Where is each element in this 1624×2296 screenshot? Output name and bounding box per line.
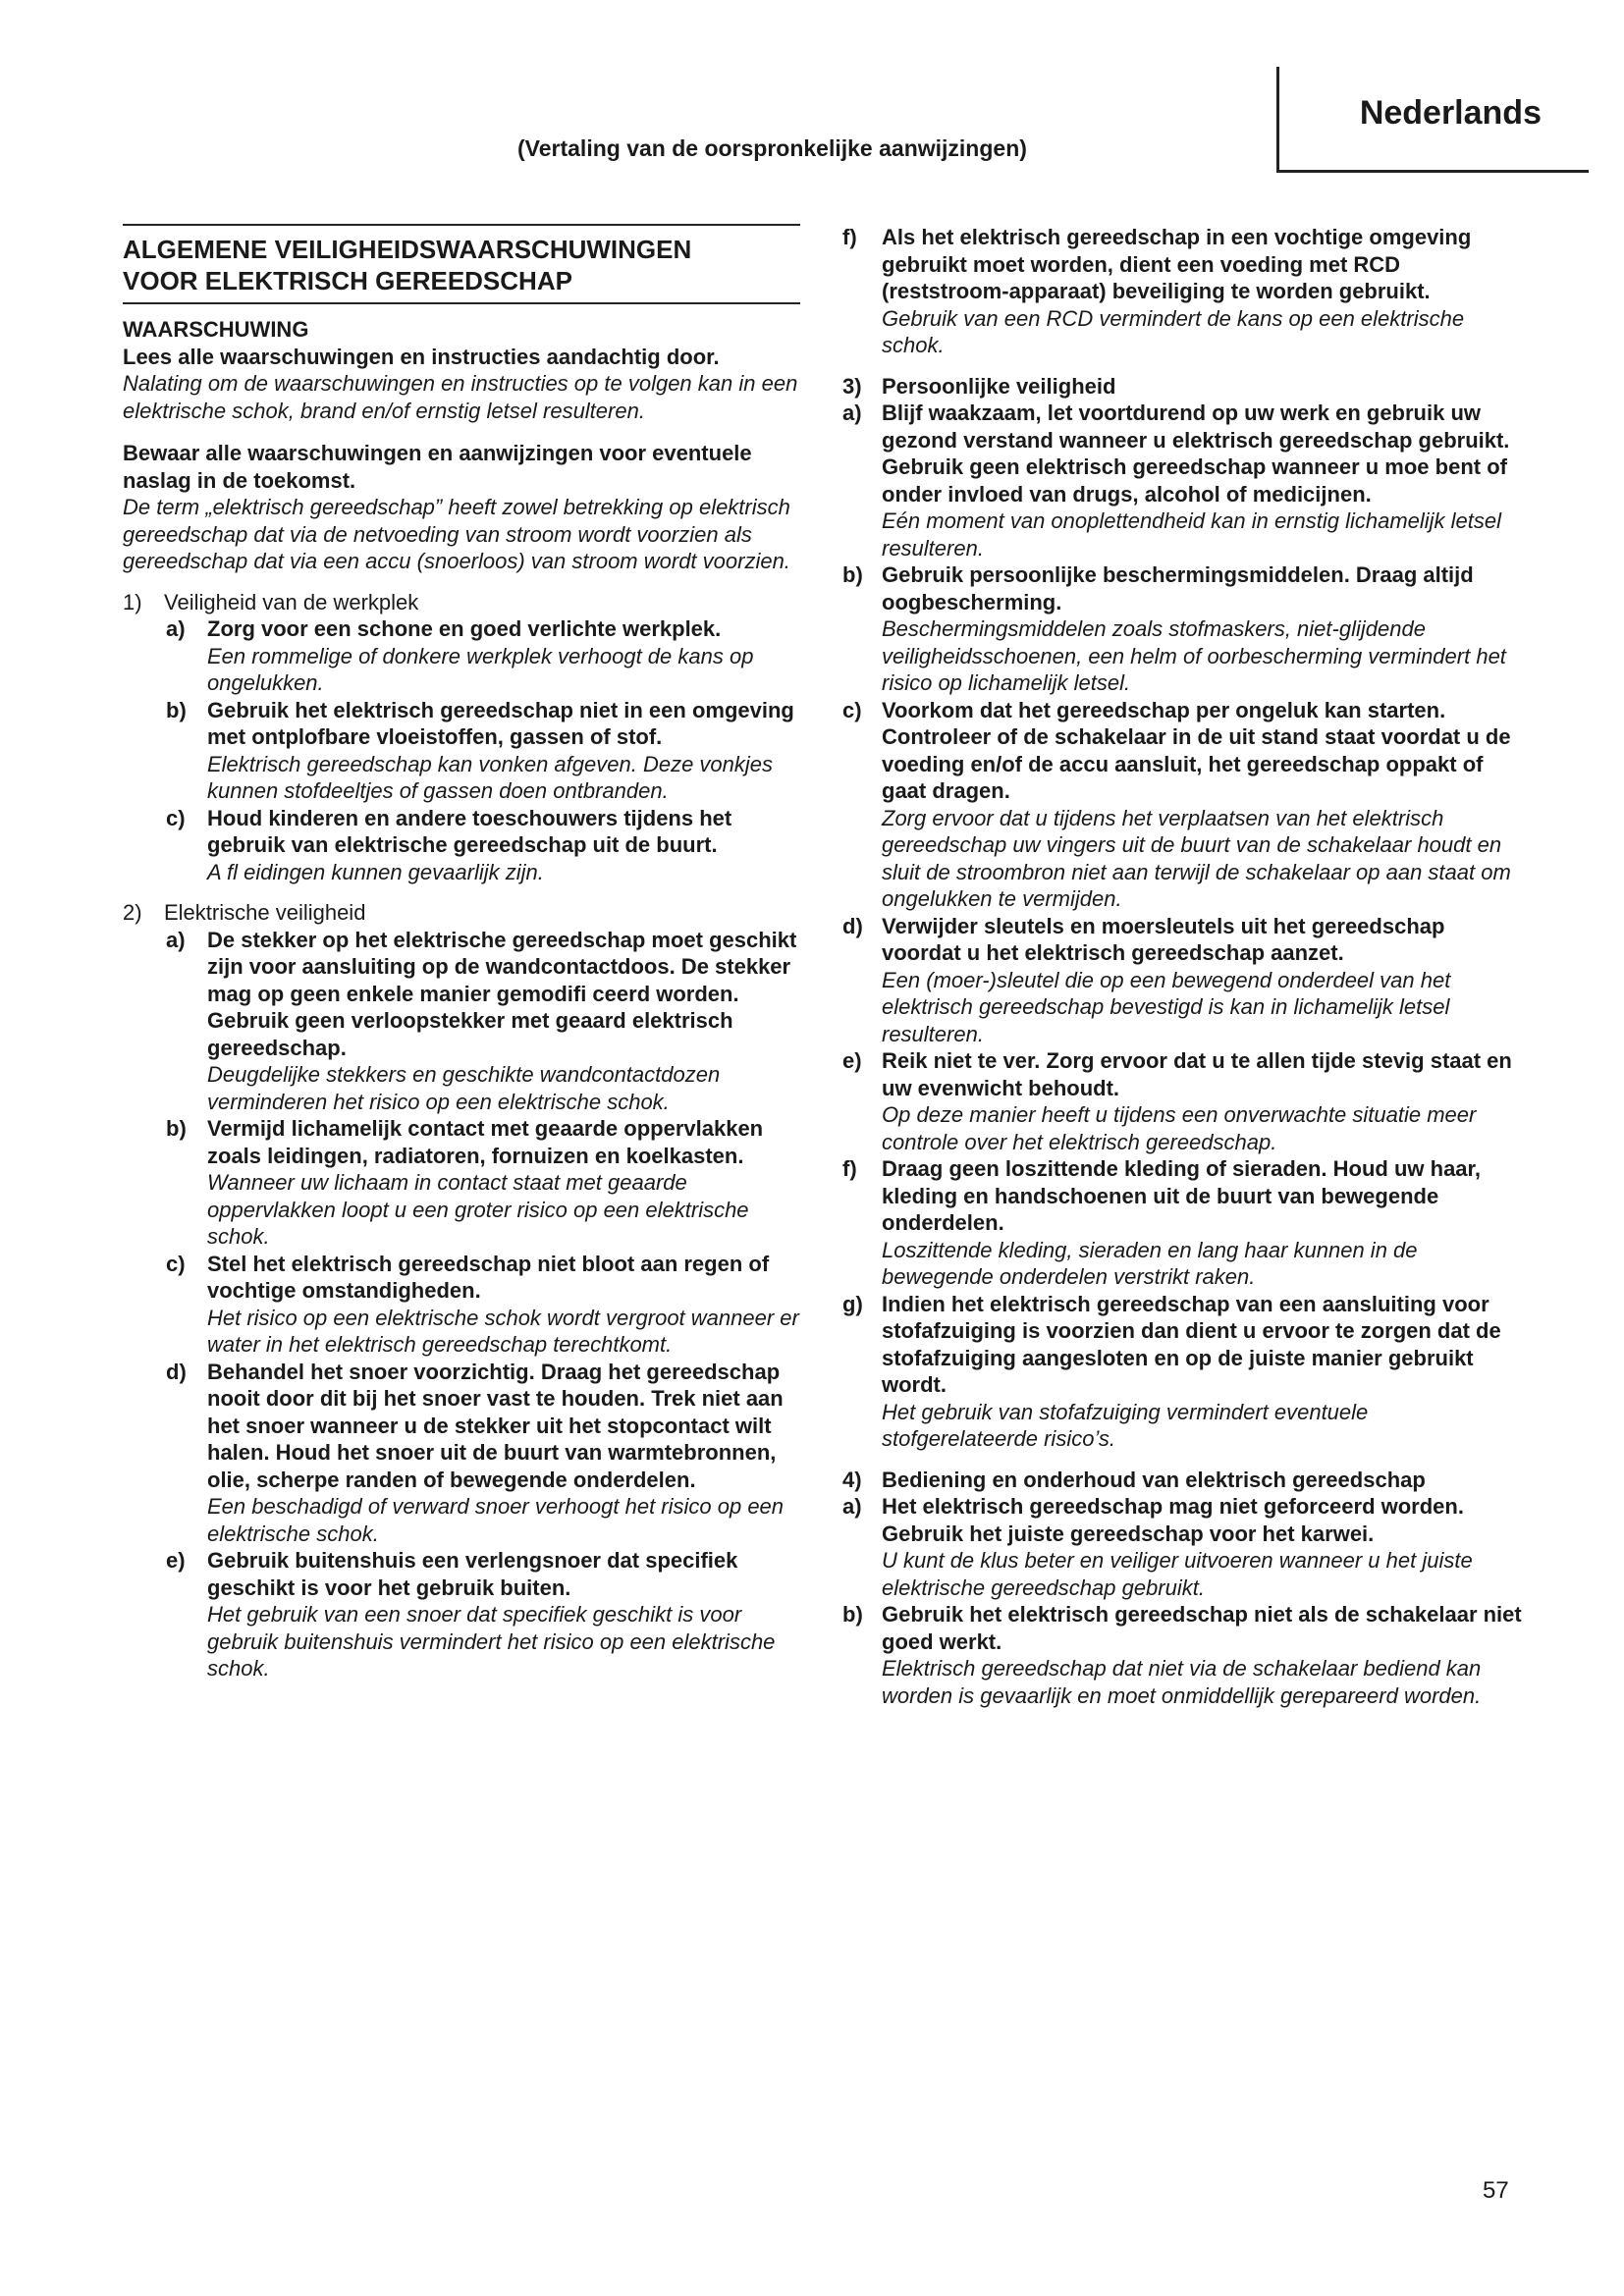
item-explanation: Deugdelijke stekkers en geschikte wandcontactdozen verminderen het risico op een elektrische schok.: [207, 1062, 721, 1114]
keep-instructions: Bewaar alle waarschuwingen en aanwijzingen voor eventuele naslag in de toekomst.: [123, 441, 752, 493]
section-title: Elektrische veiligheid: [164, 900, 366, 925]
item-instruction: Gebruik het elektrisch gereedschap niet in een omgeving met ontplofbare vloeistoffen, gassen of stof.: [207, 697, 794, 749]
item-letter: a): [166, 927, 186, 952]
item-letter: a): [842, 400, 862, 425]
section-2-heading: [123, 899, 800, 927]
item-letter: d): [842, 913, 863, 938]
list-item: [166, 927, 800, 1116]
item-letter: b): [842, 1602, 863, 1627]
item-explanation: Wanneer uw lichaam in contact staat met geaarde oppervlakken loopt u een groter risico op een elektrische schok.: [207, 1170, 749, 1249]
section-3-heading: [842, 373, 1522, 400]
item-letter: f): [842, 225, 857, 249]
item-explanation: Een (moer-)sleutel die op een bewegend onderdeel van het elektrisch gereedschap bevestigd is kan in lichamelijk letsel resulteren.: [882, 967, 1451, 1046]
list-item: [842, 1493, 1522, 1601]
term-definition: De term „elektrisch gereedschap” heeft zowel betrekking op elektrisch gereedschap dat via de netvoeding van stroom wordt voorzien als gereedschap dat via een accu (snoerloos) van stroom wordt voorzien.: [123, 495, 790, 573]
section-title: Bediening en onderhoud van elektrisch gereedschap: [882, 1467, 1426, 1492]
list-item: [842, 1047, 1522, 1155]
item-instruction: De stekker op het elektrische gereedschap moet geschikt zijn voor aansluiting op de wandcontactdoos. De stekker mag op geen enkele manier gemodifi ceerd worden. Gebruik geen verloopstekker met geaard elektrisch gereedschap.: [207, 927, 797, 1060]
warning-heading: WAARSCHUWING: [123, 317, 309, 342]
list-item: [166, 1251, 800, 1359]
warning-consequence: Nalating om de waarschuwingen en instructies op te volgen kan in een elektrische schok, brand en/of ernstig letsel resulteren.: [123, 371, 798, 423]
item-instruction: Verwijder sleutels en moersleutels uit het gereedschap voordat u het elektrisch gereedschap aanzet.: [882, 913, 1445, 965]
list-item: [842, 913, 1522, 1048]
section-1-heading: [123, 589, 800, 616]
item-explanation: Zorg ervoor dat u tijdens het verplaatsen van het elektrisch gereedschap uw vingers uit de buurt van de schakelaar houdt en sluit de stroombron niet aan terwijl de schakelaar op aan staat om ongelukken te vermijden.: [882, 805, 1511, 911]
item-explanation: Elektrisch gereedschap kan vonken afgeven. Deze vonkjes kunnen stofdeeltjes of gassen doen ontbranden.: [207, 751, 774, 803]
section-number: 1): [123, 589, 142, 614]
item-letter: g): [842, 1291, 863, 1316]
list-item: [842, 697, 1522, 913]
header-horizontal-rule: [1276, 170, 1589, 173]
item-explanation: Een beschadigd of verward snoer verhoogt het risico op een elektrische schok.: [207, 1494, 785, 1546]
list-item: [842, 400, 1522, 561]
item-letter: b): [842, 562, 863, 587]
item-instruction: Blijf waakzaam, let voortdurend op uw werk en gebruik uw gezond verstand wanneer u elektrisch gereedschap gebruikt. Gebruik geen elektrisch gereedschap wanneer u moe bent of onder invloed van drugs, alcohol of medicijnen.: [882, 400, 1510, 507]
item-explanation: Het gebruik van een snoer dat specifiek geschikt is voor gebruik buitenshuis vermindert het risico op een elektrische schok.: [207, 1602, 776, 1681]
section-title: [123, 224, 800, 304]
item-instruction: Zorg voor een schone en goed verlichte werkplek.: [207, 616, 722, 641]
title-line-2: VOOR ELEKTRISCH GEREEDSCHAP: [123, 266, 572, 295]
section-number: 4): [842, 1467, 862, 1492]
title-line-1: ALGEMENE VEILIGHEIDSWAARSCHUWINGEN: [123, 235, 692, 264]
list-item: [166, 805, 800, 886]
list-item: [842, 1291, 1522, 1453]
item-explanation: Het gebruik van stofafzuiging vermindert eventuele stofgerelateerde risico’s.: [882, 1399, 1369, 1451]
left-column: [123, 224, 800, 1682]
list-item: [166, 697, 800, 805]
section-number: 2): [123, 900, 142, 925]
section-4-heading: [842, 1467, 1522, 1494]
item-instruction: Gebruik het elektrisch gereedschap niet als de schakelaar niet goed werkt.: [882, 1602, 1522, 1654]
section-title: Veiligheid van de werkplek: [164, 589, 419, 614]
item-explanation: Op deze manier heeft u tijdens een onverwachte situatie meer controle over het elektrisch gereedschap.: [882, 1102, 1477, 1154]
translation-subtitle: (Vertaling van de oorspronkelijke aanwijzingen): [517, 135, 1027, 161]
language-label: Nederlands: [1359, 94, 1542, 132]
item-letter: e): [166, 1548, 186, 1573]
item-instruction: Draag geen loszittende kleding of sieraden. Houd uw haar, kleding en handschoenen uit de buurt van bewegende onderdelen.: [882, 1156, 1482, 1235]
item-explanation: Elektrisch gereedschap dat niet via de schakelaar bediend kan worden is gevaarlijk en moet onmiddellijk gerepareerd worden.: [882, 1656, 1482, 1708]
item-letter: a): [166, 616, 186, 641]
list-item: [842, 561, 1522, 697]
list-item: [842, 1601, 1522, 1709]
list-item: [842, 1155, 1522, 1291]
item-instruction: Gebruik buitenshuis een verlengsnoer dat specifiek geschikt is voor het gebruik buiten.: [207, 1548, 738, 1600]
item-instruction: Behandel het snoer voorzichtig. Draag het gereedschap nooit door dit bij het snoer vast te houden. Trek niet aan het snoer wanneer u de stekker uit het stopcontact wilt halen. Houd het snoer uit de buurt van warmtebronnen, olie, scherpe randen of bewegende onderdelen.: [207, 1359, 784, 1492]
list-item: [166, 1359, 800, 1548]
list-item: [166, 1115, 800, 1251]
right-column: [842, 224, 1522, 1709]
item-instruction: Stel het elektrisch gereedschap niet bloot aan regen of vochtige omstandigheden.: [207, 1251, 770, 1303]
list-item: [166, 615, 800, 697]
item-instruction: Het elektrisch gereedschap mag niet geforceerd worden. Gebruik het juiste gereedschap voor het karwei.: [882, 1494, 1464, 1546]
item-letter: e): [842, 1048, 862, 1073]
item-letter: a): [842, 1494, 862, 1519]
item-explanation: Het risico op een elektrische schok wordt vergroot wanneer er water in het elektrisch gereedschap terechtkomt.: [207, 1305, 799, 1357]
item-instruction: Gebruik persoonlijke beschermingsmiddelen. Draag altijd oogbescherming.: [882, 562, 1474, 614]
item-instruction: Vermijd lichamelijk contact met geaarde oppervlakken zoals leidingen, radiatoren, fornuizen en koelkasten.: [207, 1116, 764, 1168]
item-instruction: Houd kinderen en andere toeschouwers tijdens het gebruik van elektrische gereedschap uit de buurt.: [207, 805, 732, 857]
item-instruction: Reik niet te ver. Zorg ervoor dat u te allen tijde stevig staat en uw evenwicht behoudt.: [882, 1048, 1512, 1100]
item-explanation: Loszittende kleding, sieraden en lang haar kunnen in de bewegende onderdelen verstrikt raken.: [882, 1237, 1418, 1289]
item-explanation: A fl eidingen kunnen gevaarlijk zijn.: [207, 859, 544, 884]
list-item: [842, 224, 1522, 359]
list-item: [166, 1547, 800, 1682]
item-explanation: Gebruik van een RCD vermindert de kans op een elektrische schok.: [882, 305, 1465, 357]
item-letter: c): [166, 1251, 186, 1276]
item-letter: b): [166, 1116, 187, 1141]
item-explanation: Een rommelige of donkere werkplek verhoogt de kans op ongelukken.: [207, 643, 754, 695]
item-letter: b): [166, 697, 187, 722]
item-instruction: Indien het elektrisch gereedschap van een aansluiting voor stofafzuiging is voorzien dan dient u ervoor te zorgen dat de stofafzuiging aangesloten en op de juiste manier gebruikt wordt.: [882, 1291, 1501, 1397]
warning-text: Lees alle waarschuwingen en instructies aandachtig door.: [123, 344, 720, 369]
item-letter: c): [842, 697, 862, 722]
page-number: 57: [1483, 2177, 1509, 2204]
section-number: 3): [842, 373, 862, 399]
item-explanation: U kunt de klus beter en veiliger uitvoeren wanneer u het juiste elektrische gereedschap gebruikt.: [882, 1548, 1473, 1600]
item-letter: c): [166, 805, 186, 830]
item-explanation: Beschermingsmiddelen zoals stofmaskers, niet-glijdende veiligheidsschoenen, een helm of oorbescherming vermindert het risico op lichamelijk letsel.: [882, 616, 1506, 695]
item-instruction: Als het elektrisch gereedschap in een vochtige omgeving gebruikt moet worden, dient een voeding met RCD (reststroom-apparaat) beveiliging te worden gebruikt.: [882, 225, 1472, 303]
section-title: Persoonlijke veiligheid: [882, 373, 1116, 399]
item-letter: d): [166, 1359, 187, 1384]
item-letter: f): [842, 1156, 857, 1181]
header-vertical-rule: [1276, 67, 1279, 173]
item-instruction: Voorkom dat het gereedschap per ongeluk kan starten. Controleer of de schakelaar in de uit stand staat voordat u de voeding en/of de accu aansluit, het gereedschap oppakt of gaat dragen.: [882, 697, 1511, 803]
item-explanation: Eén moment van onoplettendheid kan in ernstig lichamelijk letsel resulteren.: [882, 508, 1502, 561]
